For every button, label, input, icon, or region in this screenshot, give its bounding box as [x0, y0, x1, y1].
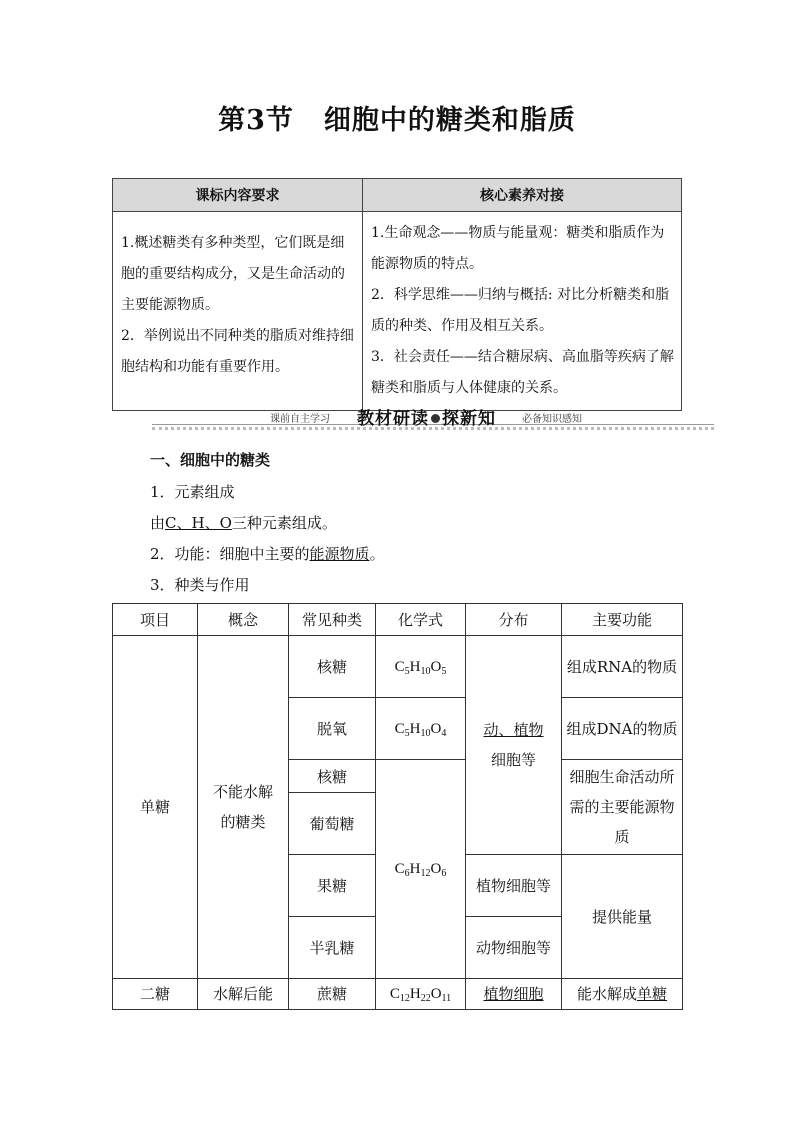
underlined-answer: 植物细胞 — [483, 985, 544, 1003]
header-competency: 核心素养对接 — [363, 179, 682, 212]
text: 能水解成 — [576, 985, 637, 1003]
dist-animal: 动物细胞等 — [466, 917, 562, 979]
dist-plant: 植物细胞等 — [466, 855, 562, 917]
header-curriculum: 课标内容要求 — [113, 179, 363, 212]
banner-title — [357, 404, 496, 429]
section-banner — [152, 404, 714, 432]
sugar-ribose-2: 核糖 — [289, 760, 376, 793]
competency-item: 1.生命观念——物质与能量观：糖类和脂质作为能源物质的特点。 — [371, 225, 665, 272]
func-sucrose — [562, 979, 683, 1010]
sugar-galactose: 半乳糖 — [289, 917, 376, 979]
competency-item: 3．社会责任——结合糖尿病、高血脂等疾病了解糖类和脂质与人体健康的关系。 — [371, 349, 674, 396]
text: 2．功能：细胞中主要的 — [150, 545, 310, 563]
dist-sucrose — [466, 979, 562, 1010]
underlined-answer: 能源物质 — [309, 545, 370, 563]
func-supply-energy: 提供能量 — [562, 855, 683, 979]
curriculum-cell — [113, 212, 363, 411]
func-rna: 组成RNA的物质 — [562, 636, 683, 698]
formula-deoxyribose: $C_5H_{10}O_4$ — [376, 698, 466, 760]
dist-animal-plant — [466, 636, 562, 855]
banner-title-a: 教材研读 — [357, 409, 429, 429]
sugar-table — [112, 603, 683, 1010]
competency-cell — [363, 212, 682, 411]
sugar-fructose: 果糖 — [289, 855, 376, 917]
mono-concept: 不能水解的糖类 — [212, 783, 273, 831]
col-header: 概念 — [198, 604, 289, 636]
col-header: 常见种类 — [289, 604, 376, 636]
arrow-dot-icon — [431, 414, 440, 423]
disaccharide-cell: 二糖 — [113, 979, 198, 1010]
underlined-answer: C、H、O — [165, 514, 232, 532]
sugar-sucrose: 蔗糖 — [289, 979, 376, 1010]
text: 由 — [150, 514, 166, 532]
monosaccharide-cell: 单糖 — [113, 636, 198, 979]
item-types: 3．种类与作用 — [150, 576, 250, 594]
formula-ribose: $C_5H_{10}O_5$ — [376, 636, 466, 698]
section-topic: 细胞中的糖类和脂质 — [323, 105, 576, 136]
curriculum-item: 1.概述糖类有多种类型，它们既是细胞的重要结构成分，又是生命活动的主要能源物质。 — [121, 235, 345, 313]
sugar-glucose: 葡萄糖 — [289, 793, 376, 855]
formula-hexose: $C_6H_{12}O_6$ — [376, 760, 466, 979]
formula-sucrose: $C_{12}H_{22}O_{11}$ — [376, 979, 466, 1010]
standards-table — [112, 178, 682, 411]
text: 三种元素组成。 — [231, 514, 337, 532]
text: 。 — [369, 545, 385, 563]
text: 细胞等 — [490, 751, 536, 769]
banner-title-b: 探新知 — [442, 409, 496, 429]
heading-sugars: 一、细胞中的糖类 — [150, 451, 271, 469]
mono-concept-cell — [198, 636, 289, 979]
item-elements: 1．元素组成 — [150, 483, 235, 501]
curriculum-item: 2．举例说出不同种类的脂质对维持细胞结构和功能有重要作用。 — [121, 328, 354, 375]
underlined-answer: 动、植物 — [483, 721, 544, 739]
sugar-ribose: 核糖 — [289, 636, 376, 698]
item-function — [150, 543, 385, 564]
func-energy: 细胞生命活动所需的主要能源物质 — [562, 760, 683, 855]
underlined-answer: 单糖 — [637, 985, 668, 1003]
col-header: 项目 — [113, 604, 198, 636]
banner-right-label: 必备知识感知 — [522, 414, 582, 425]
col-header: 主要功能 — [562, 604, 683, 636]
func-dna: 组成DNA的物质 — [562, 698, 683, 760]
sugar-deoxyribose: 脱氧 — [289, 698, 376, 760]
col-header: 分布 — [466, 604, 562, 636]
item-elements-text — [150, 512, 337, 533]
col-header: 化学式 — [376, 604, 466, 636]
di-concept: 水解后能 — [198, 979, 289, 1010]
page-title — [0, 98, 794, 137]
section-number: 第3节 — [218, 105, 294, 136]
banner-left-label: 课前自主学习 — [270, 414, 330, 425]
competency-item: 2．科学思维——归纳与概括: 对比分析糖类和脂质的种类、作用及相互关系。 — [371, 287, 670, 334]
